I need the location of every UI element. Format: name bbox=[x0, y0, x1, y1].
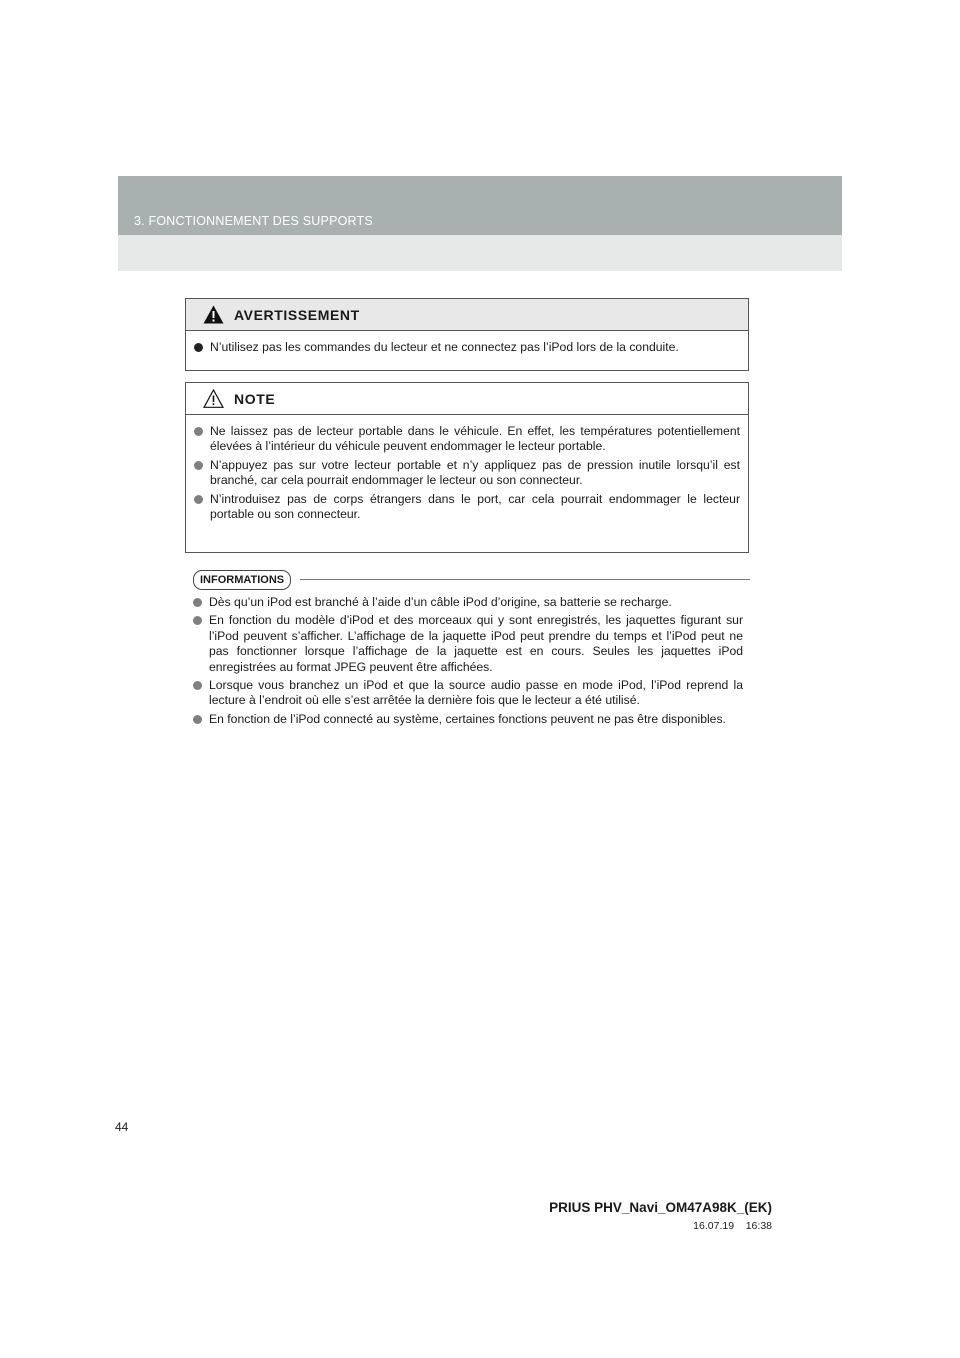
bullet-icon bbox=[194, 461, 203, 470]
note-body bbox=[186, 415, 748, 532]
header-band bbox=[118, 176, 842, 235]
document-timestamp bbox=[693, 1220, 772, 1232]
note-item bbox=[194, 424, 740, 455]
header-bar bbox=[118, 176, 842, 271]
document-id: PRIUS PHV_Navi_OM47A98K_(EK) bbox=[549, 1200, 772, 1215]
document-time: 16:38 bbox=[745, 1220, 772, 1232]
note-item-text: N’introduisez pas de corps étrangers dans le port, car cela pourrait endommager le lecteur portable ou son connecteur. bbox=[210, 491, 740, 522]
info-item-text: Dès qu’un iPod est branché à l’aide d’un câble iPod d’origine, sa batterie se recharge. bbox=[209, 595, 672, 609]
bullet-icon bbox=[194, 343, 203, 352]
info-item-text: En fonction du modèle d’iPod et des morceaux qui y sont enregistrés, les jaquettes figurant sur l’iPod peuvent s’afficher. L’affichage de la jaquette iPod peut prendre du temps et l’iPod peut ne pas fonctionner lorsque l’affichage de la jaquette est en cours. Seules les jaquettes iPod enregistrées au format JPEG peuvent être affichées. bbox=[209, 613, 743, 674]
bullet-icon bbox=[194, 495, 203, 504]
document-date: 16.07.19 bbox=[693, 1220, 735, 1232]
note-title: NOTE bbox=[234, 391, 276, 407]
info-item bbox=[193, 595, 743, 610]
note-item-text: Ne laissez pas de lecteur portable dans le véhicule. En effet, les températures potentiellement élevées à l’intérieur du véhicule peuvent endommager le lecteur portable. bbox=[210, 424, 740, 454]
warning-title: AVERTISSEMENT bbox=[234, 307, 360, 323]
warning-body bbox=[186, 331, 748, 365]
info-divider bbox=[300, 579, 750, 580]
info-label: INFORMATIONS bbox=[193, 570, 291, 590]
bullet-icon bbox=[193, 715, 202, 724]
warning-box bbox=[185, 298, 749, 371]
section-title: 3. FONCTIONNEMENT DES SUPPORTS bbox=[134, 214, 373, 228]
info-item-text: Lorsque vous branchez un iPod et que la source audio passe en mode iPod, l’iPod reprend la lecture à l’endroit où elle s’est arrêtée la dernière fois que le lecteur a été utilisé. bbox=[209, 678, 743, 708]
info-item-text: En fonction de l’iPod connecté au système, certaines fonctions peuvent ne pas être disponibles. bbox=[209, 711, 726, 726]
info-item bbox=[193, 678, 743, 709]
note-item bbox=[194, 492, 740, 523]
info-item bbox=[193, 712, 743, 727]
note-item bbox=[194, 458, 740, 489]
note-box bbox=[185, 382, 749, 553]
page-number: 44 bbox=[115, 1120, 129, 1134]
bullet-icon bbox=[194, 427, 203, 436]
warning-item bbox=[194, 340, 740, 355]
info-item bbox=[193, 613, 743, 675]
info-body bbox=[193, 595, 743, 730]
note-header bbox=[186, 383, 748, 415]
warning-item-text: N’utilisez pas les commandes du lecteur et ne connectez pas l’iPod lors de la conduite. bbox=[210, 340, 679, 354]
warning-header bbox=[186, 299, 748, 331]
warning-triangle-outline-icon bbox=[203, 389, 224, 408]
bullet-icon bbox=[193, 681, 202, 690]
note-item-text: N’appuyez pas sur votre lecteur portable et n’y appliquez pas de pression inutile lorsqu’il est branché, car cela pourrait endommager le lecteur ou son connecteur. bbox=[210, 457, 740, 488]
bullet-icon bbox=[193, 616, 202, 625]
warning-triangle-icon bbox=[203, 305, 224, 324]
bullet-icon bbox=[193, 598, 202, 607]
